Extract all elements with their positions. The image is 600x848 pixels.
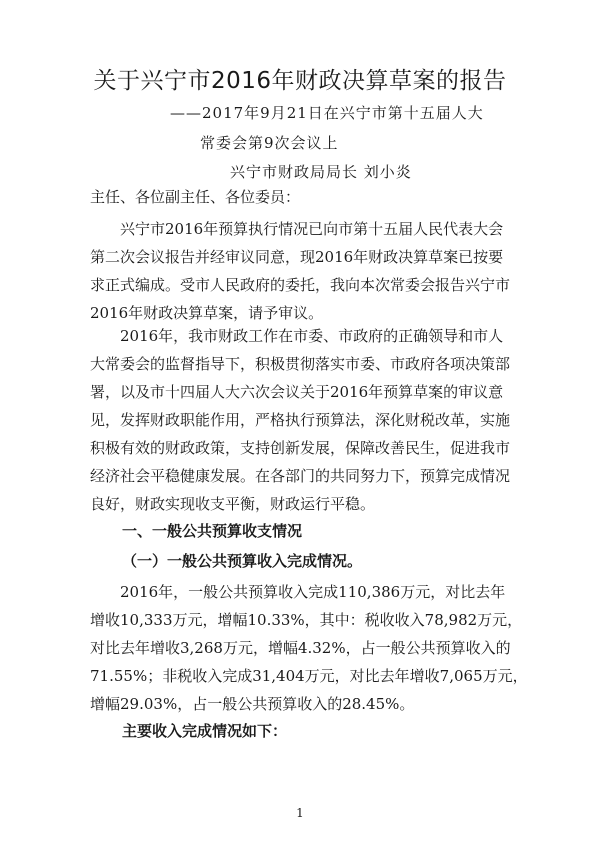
subtitle-meeting-line: 常委会第9次会议上 [200, 134, 339, 152]
paragraph-line: 增收10,333万元，增幅10.33%，其中：税收收入78,982万元， [90, 611, 523, 629]
paragraph-line: 对比去年增收3,268万元，增幅4.32%，占一般公共预算收入的 [90, 639, 511, 657]
paragraph-line: 署，以及市十四届人大六次会议关于2016年预算草案的审议意 [90, 383, 504, 401]
paragraph-line: 经济社会平稳健康发展。在各部门的共同努力下，预算完成情况 [90, 467, 511, 485]
subheading-main-revenue: 主要收入完成情况如下： [122, 722, 288, 740]
section-heading-1-1: （一）一般公共预算收入完成情况。 [122, 552, 363, 570]
section-heading-1: 一、一般公共预算收支情况 [122, 522, 303, 540]
paragraph-line: 增幅29.03%，占一般公共预算收入的28.45%。 [90, 695, 415, 713]
paragraph-line: 求正式编成。受市人民政府的委托，我向本次常委会报告兴宁市 [90, 276, 511, 294]
paragraph-overview [90, 322, 530, 518]
paragraph-line: 第二次会议报告并经审议同意，现2016年财政决算草案已按要 [90, 248, 504, 266]
paragraph-line: 积极有效的财政政策，支持创新发展，保障改善民生，促进我市 [90, 439, 511, 457]
paragraph-revenue [90, 578, 530, 718]
paragraph-line: 兴宁市2016年预算执行情况已向市第十五届人民代表大会 [120, 220, 504, 238]
report-title: 关于兴宁市2016年财政决算草案的报告 [93, 68, 507, 94]
salutation: 主任、各位副主任、各位委员： [90, 188, 301, 206]
subtitle-date-line: ——2017年9月21日在兴宁市第十五届人大 [170, 104, 484, 122]
subtitle-author-line: 兴宁市财政局局长 刘小炎 [230, 163, 412, 181]
paragraph-line: 良好，财政实现收支平衡，财政运行平稳。 [90, 495, 376, 513]
paragraph-line: 2016年，一般公共预算收入完成110,386万元，对比去年 [120, 583, 506, 601]
paragraph-line: 71.55%；非税收入完成31,404万元，对比去年增收7,065万元， [90, 667, 528, 685]
page-number: 1 [296, 806, 304, 820]
paragraph-line: 大常委会的监督指导下，积极贯彻落实市委、市政府各项决策部 [90, 355, 511, 373]
paragraph-line: 见，发挥财政职能作用，严格执行预算法，深化财税改革，实施 [90, 411, 511, 429]
paragraph-line: 2016年，我市财政工作在市委、市政府的正确领导和市人 [120, 327, 504, 345]
paragraph-intro [90, 215, 530, 327]
paragraph-line: 2016年财政决算草案，请予审议。 [90, 304, 324, 322]
